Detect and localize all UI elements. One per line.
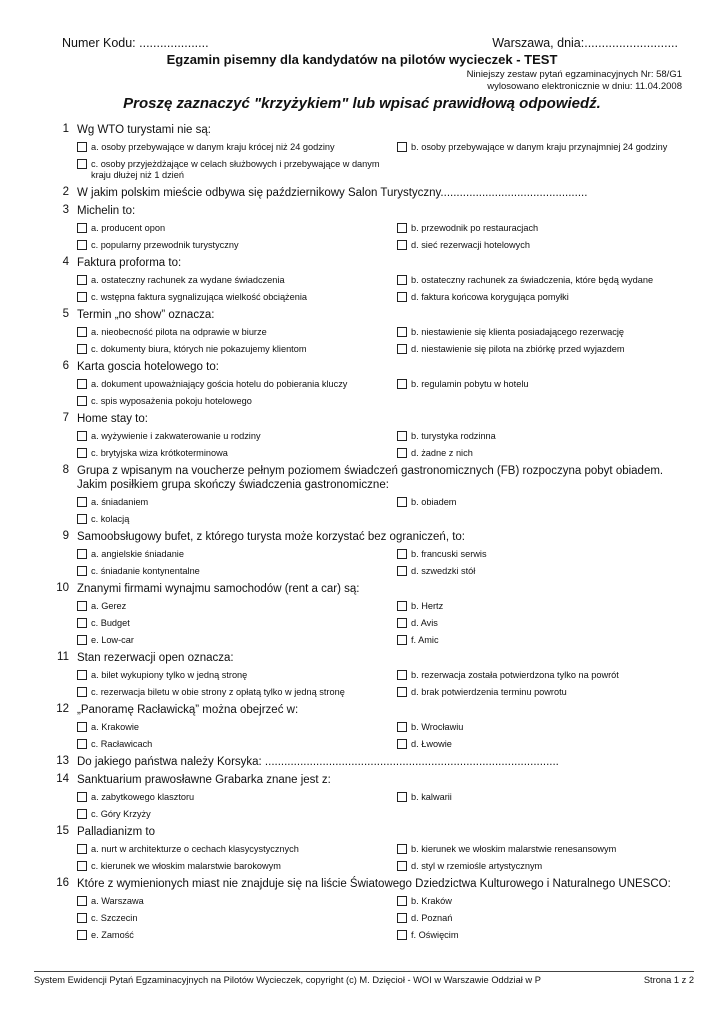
answer-label: a. wyżywienie i zakwaterowanie u rodziny — [91, 431, 261, 441]
answer-option[interactable] — [77, 428, 397, 445]
answer-option[interactable] — [397, 910, 687, 927]
question — [0, 580, 724, 649]
question-number: 10 — [56, 582, 69, 594]
answer-option[interactable] — [397, 139, 687, 156]
answer-option[interactable] — [77, 858, 397, 875]
answer-option[interactable] — [397, 615, 687, 632]
answer-label: f. Amic — [411, 635, 439, 645]
question-text: W jakim polskim mieście odbywa się październikowy Salon Turystyczny.............................................. — [77, 187, 588, 199]
answer-option[interactable] — [77, 736, 397, 753]
answer-label: a. zabytkowego klasztoru — [91, 792, 195, 802]
answer-checkbox[interactable] — [77, 159, 87, 169]
answer-label: a. angielskie śniadanie — [91, 549, 184, 559]
answer-label: d. sieć rezerwacji hotelowych — [411, 240, 530, 250]
answer-option[interactable] — [397, 719, 687, 736]
answer-option[interactable] — [77, 719, 397, 736]
answer-label: b. Hertz — [411, 601, 444, 611]
answer-label: d. szwedzki stół — [411, 566, 476, 576]
answer-checkbox[interactable] — [397, 618, 407, 628]
question — [0, 121, 724, 184]
answer-label: a. osoby przebywające w danym kraju krócej niż 24 godziny — [91, 142, 335, 152]
answer-option[interactable] — [397, 841, 687, 858]
answer-checkbox[interactable] — [397, 292, 407, 302]
answer-option[interactable] — [77, 289, 397, 306]
answer-checkbox[interactable] — [77, 549, 87, 559]
answer-options — [77, 376, 684, 410]
answer-label: d. styl w rzemiośle artystycznym — [411, 861, 543, 871]
answer-checkbox[interactable] — [397, 142, 407, 152]
answer-checkbox[interactable] — [77, 635, 87, 645]
answer-options — [77, 220, 684, 254]
answer-checkbox[interactable] — [77, 497, 87, 507]
answer-label: d. faktura końcowa korygująca pomyłki — [411, 292, 569, 302]
question-number: 6 — [62, 360, 69, 372]
answer-label: b. turystyka rodzinna — [411, 431, 496, 441]
answer-checkbox[interactable] — [77, 861, 87, 871]
question — [0, 254, 724, 306]
answer-label: b. ostateczny rachunek za świadczenia, które będą wydane — [411, 275, 654, 285]
answer-checkbox[interactable] — [77, 844, 87, 854]
question-number: 16 — [56, 877, 69, 889]
question-text: Do jakiego państwa należy Korsyka: ............................................................................................ — [77, 756, 559, 768]
answer-option[interactable] — [397, 428, 687, 445]
answer-options — [77, 324, 684, 358]
answer-option[interactable] — [397, 546, 687, 563]
answer-option[interactable] — [397, 341, 687, 358]
answer-label: c. Racławicach — [91, 739, 153, 749]
answer-label: a. Gerez — [91, 601, 127, 611]
question-text: Faktura proforma to: — [77, 257, 182, 269]
answer-label: b. rezerwacja została potwierdzona tylko na powrót — [411, 670, 619, 680]
question-number: 2 — [62, 186, 69, 198]
answer-option[interactable] — [77, 684, 397, 701]
answer-checkbox[interactable] — [77, 913, 87, 923]
question-text: Stan rezerwacji open oznacza: — [77, 652, 234, 664]
answer-checkbox[interactable] — [397, 344, 407, 354]
answer-option[interactable] — [397, 927, 687, 944]
answer-checkbox[interactable] — [397, 844, 407, 854]
answer-option[interactable] — [397, 220, 687, 237]
answer-checkbox[interactable] — [77, 722, 87, 732]
answer-option[interactable] — [397, 598, 687, 615]
question-number: 9 — [62, 530, 69, 542]
answer-option[interactable] — [77, 667, 397, 684]
question-text: Home stay to: — [77, 413, 148, 425]
answer-option[interactable] — [77, 927, 397, 944]
answer-option[interactable] — [77, 156, 397, 184]
answer-option[interactable] — [397, 684, 687, 701]
answer-checkbox[interactable] — [77, 292, 87, 302]
question-number: 1 — [62, 123, 69, 135]
answer-label: a. nieobecność pilota na odprawie w biurze — [91, 327, 267, 337]
question — [0, 462, 724, 528]
answer-checkbox[interactable] — [77, 327, 87, 337]
answer-label: b. kalwarii — [411, 792, 452, 802]
answer-label: e. Zamość — [91, 930, 134, 940]
question-text: Grupa z wpisanym na voucherze pełnym poziomem świadczeń gastronomicznych (FB) rozpoczyna pobyt obiadem. Jakim posiłkiem grupa skończy świadczenia gastronomiczne: — [77, 465, 664, 491]
code-number-label: Numer Kodu: .................... — [62, 36, 209, 50]
drawn-date: wylosowano elektronicznie w dniu: 11.04.2008 — [487, 81, 682, 92]
answer-option[interactable] — [397, 324, 687, 341]
answer-checkbox[interactable] — [397, 240, 407, 250]
answer-checkbox[interactable] — [77, 223, 87, 233]
answer-checkbox[interactable] — [397, 431, 407, 441]
answer-label: e. Low-car — [91, 635, 134, 645]
question — [0, 649, 724, 701]
answer-option[interactable] — [397, 376, 687, 393]
question-text: Palladianizm to — [77, 826, 155, 838]
answer-option[interactable] — [397, 893, 687, 910]
question-text: Które z wymienionych miast nie znajduje się na liście Światowego Dziedzictwa Kulturowego i Naturalnego UNESCO: — [77, 878, 671, 890]
answer-option[interactable] — [397, 789, 687, 806]
answer-checkbox[interactable] — [77, 687, 87, 697]
answer-label: c. osoby przyjeżdżające w celach służbowych i przebywające w danym kraju dłużej niż 1 dzień — [91, 159, 380, 180]
answer-label: b. francuski serwis — [411, 549, 487, 559]
answer-option[interactable] — [397, 563, 687, 580]
answer-label: a. śniadaniem — [91, 497, 149, 507]
answer-checkbox[interactable] — [397, 379, 407, 389]
answer-checkbox[interactable] — [397, 930, 407, 940]
answer-option[interactable] — [77, 341, 397, 358]
answer-checkbox[interactable] — [77, 379, 87, 389]
answer-checkbox[interactable] — [77, 514, 87, 524]
question-number: 14 — [56, 773, 69, 785]
answer-label: b. kierunek we włoskim malarstwie renesansowym — [411, 844, 617, 854]
answer-label: d. Łwowie — [411, 739, 452, 749]
answer-label: a. Krakowie — [91, 722, 140, 732]
answer-option[interactable] — [397, 736, 687, 753]
answer-checkbox[interactable] — [397, 635, 407, 645]
answer-checkbox[interactable] — [77, 896, 87, 906]
answer-option[interactable] — [397, 858, 687, 875]
set-info — [467, 69, 682, 93]
answer-label: a. dokument upoważniający gościa hotelu do pobierania kluczy — [91, 379, 348, 389]
answer-label: c. kolacją — [91, 514, 130, 524]
question-number: 5 — [62, 308, 69, 320]
question-text: Michelin to: — [77, 205, 136, 217]
footer-divider — [34, 971, 694, 972]
answer-options — [77, 893, 684, 944]
answer-label: b. osoby przebywające w danym kraju przynajmniej 24 godziny — [411, 142, 668, 152]
answer-label: f. Oświęcim — [411, 930, 459, 940]
answer-option[interactable] — [77, 789, 397, 806]
answer-label: c. popularny przewodnik turystyczny — [91, 240, 239, 250]
answer-label: c. kierunek we włoskim malarstwie barokowym — [91, 861, 281, 871]
answer-checkbox[interactable] — [397, 792, 407, 802]
question-number: 11 — [57, 651, 69, 663]
answer-label: d. żadne z nich — [411, 448, 473, 458]
answer-option[interactable] — [77, 546, 397, 563]
answer-label: c. wstępna faktura sygnalizująca wielkość obciążenia — [91, 292, 308, 302]
question-text: Sanktuarium prawosławne Grabarka znane jest z: — [77, 774, 331, 786]
answer-checkbox[interactable] — [77, 809, 87, 819]
answer-option[interactable] — [77, 910, 397, 927]
answer-label: c. Szczecin — [91, 913, 138, 923]
answer-label: d. Poznań — [411, 913, 453, 923]
question-text: Termin „no show” oznacza: — [77, 309, 215, 321]
answer-label: b. niestawienie się klienta posiadającego rezerwację — [411, 327, 624, 337]
answer-label: a. bilet wykupiony tylko w jedną stronę — [91, 670, 248, 680]
answer-checkbox[interactable] — [397, 223, 407, 233]
answer-checkbox[interactable] — [397, 566, 407, 576]
answer-options — [77, 598, 684, 649]
answer-checkbox[interactable] — [77, 601, 87, 611]
answer-checkbox[interactable] — [397, 913, 407, 923]
answer-checkbox[interactable] — [77, 566, 87, 576]
answer-checkbox[interactable] — [397, 687, 407, 697]
answer-options — [77, 272, 684, 306]
answer-option[interactable] — [77, 324, 397, 341]
footer-copyright: System Ewidencji Pytań Egzaminacyjnych na Pilotów Wycieczek, copyright (c) M. Dzięcioł - WOI w Warszawie Oddział w P — [34, 975, 541, 985]
question — [0, 410, 724, 462]
answer-label: a. ostateczny rachunek za wydane świadczenia — [91, 275, 285, 285]
question-number: 4 — [62, 256, 69, 268]
answer-options — [77, 546, 684, 580]
answer-option[interactable] — [77, 272, 397, 289]
question — [0, 358, 724, 410]
answer-options — [77, 428, 684, 462]
answer-checkbox[interactable] — [397, 722, 407, 732]
question — [0, 701, 724, 753]
question-list — [0, 121, 724, 944]
answer-checkbox[interactable] — [77, 670, 87, 680]
question-text: Karta goscia hotelowego to: — [77, 361, 219, 373]
question-number: 8 — [62, 464, 69, 476]
answer-checkbox[interactable] — [77, 930, 87, 940]
answer-label: c. Budget — [91, 618, 130, 628]
answer-label: b. przewodnik po restauracjach — [411, 223, 539, 233]
answer-checkbox[interactable] — [397, 448, 407, 458]
answer-checkbox[interactable] — [77, 142, 87, 152]
answer-options — [77, 841, 684, 875]
answer-label: c. Góry Krzyży — [91, 809, 151, 819]
answer-option[interactable] — [77, 841, 397, 858]
answer-checkbox[interactable] — [397, 861, 407, 871]
answer-label: d. brak potwierdzenia terminu powrotu — [411, 687, 567, 697]
answer-option[interactable] — [397, 445, 687, 462]
question-number: 15 — [56, 825, 69, 837]
question-text: Samoobsługowy bufet, z którego turysta może korzystać bez ograniczeń, to: — [77, 531, 465, 543]
answer-label: a. Warszawa — [91, 896, 144, 906]
answer-checkbox[interactable] — [77, 739, 87, 749]
question-number: 7 — [62, 412, 69, 424]
answer-checkbox[interactable] — [77, 792, 87, 802]
answer-label: d. niestawienie się pilota na zbiórkę przed wyjazdem — [411, 344, 625, 354]
question — [0, 202, 724, 254]
answer-option[interactable] — [77, 563, 397, 580]
answer-option[interactable] — [77, 237, 397, 254]
answer-label: b. obiadem — [411, 497, 457, 507]
answer-label: b. regulamin pobytu w hotelu — [411, 379, 529, 389]
question-number: 3 — [62, 204, 69, 216]
answer-label: c. brytyjska wiza krótkoterminowa — [91, 448, 228, 458]
answer-checkbox[interactable] — [77, 344, 87, 354]
answer-option[interactable] — [397, 272, 687, 289]
answer-options — [77, 789, 684, 823]
answer-options — [77, 667, 684, 701]
answer-option[interactable] — [77, 445, 397, 462]
answer-label: a. nurt w architekturze o cechach klasycystycznych — [91, 844, 299, 854]
answer-label: b. Wrocławiu — [411, 722, 464, 732]
answer-options — [77, 494, 684, 528]
answer-option[interactable] — [77, 139, 397, 156]
set-number: Niniejszy zestaw pytań egzaminacyjnych Nr: 58/G1 — [466, 69, 682, 80]
answer-checkbox[interactable] — [77, 618, 87, 628]
question — [0, 306, 724, 358]
answer-checkbox[interactable] — [397, 670, 407, 680]
answer-checkbox[interactable] — [77, 448, 87, 458]
answer-option[interactable] — [397, 289, 687, 306]
answer-checkbox[interactable] — [397, 497, 407, 507]
answer-label: c. rezerwacja biletu w obie strony z opłatą tylko w jedną stronę — [91, 687, 345, 697]
answer-checkbox[interactable] — [77, 431, 87, 441]
answer-option[interactable] — [77, 393, 397, 410]
answer-checkbox[interactable] — [397, 275, 407, 285]
answer-label: c. śniadanie kontynentalne — [91, 566, 200, 576]
question — [0, 823, 724, 875]
question — [0, 528, 724, 580]
answer-checkbox[interactable] — [77, 275, 87, 285]
answer-label: c. dokumenty biura, których nie pokazujemy klientom — [91, 344, 307, 354]
answer-option[interactable] — [77, 893, 397, 910]
answer-option[interactable] — [397, 667, 687, 684]
page-number: Strona 1 z 2 — [643, 975, 694, 985]
question-text: Znanymi firmami wynajmu samochodów (rent a car) są: — [77, 583, 360, 595]
question — [0, 771, 724, 823]
answer-label: b. Kraków — [411, 896, 452, 906]
answer-option[interactable] — [77, 494, 397, 511]
answer-option[interactable] — [77, 632, 397, 649]
question — [0, 875, 724, 944]
answer-option[interactable] — [77, 806, 397, 823]
answer-checkbox[interactable] — [397, 327, 407, 337]
instruction: Proszę zaznaczyć "krzyżykiem" lub wpisać prawidłową odpowiedź. — [123, 95, 601, 112]
answer-options — [77, 719, 684, 753]
answer-option[interactable] — [397, 237, 687, 254]
question-text: Wg WTO turystami nie są: — [77, 124, 211, 136]
question-text: „Panoramę Racławicką” można obejrzeć w: — [77, 704, 299, 716]
answer-label: a. producent opon — [91, 223, 166, 233]
answer-options — [77, 139, 684, 184]
answer-checkbox[interactable] — [397, 896, 407, 906]
answer-option[interactable] — [77, 511, 397, 528]
answer-checkbox[interactable] — [77, 240, 87, 250]
question — [0, 184, 724, 202]
answer-option[interactable] — [77, 598, 397, 615]
answer-checkbox[interactable] — [397, 601, 407, 611]
answer-checkbox[interactable] — [77, 396, 87, 406]
question — [0, 753, 724, 771]
answer-label: c. spis wyposażenia pokoju hotelowego — [91, 396, 252, 406]
answer-checkbox[interactable] — [397, 739, 407, 749]
answer-option[interactable] — [397, 494, 687, 511]
answer-label: d. Avis — [411, 618, 438, 628]
answer-option[interactable] — [77, 376, 397, 393]
answer-option[interactable] — [77, 220, 397, 237]
date-label: Warszawa, dnia:........................... — [492, 36, 678, 50]
answer-option[interactable] — [77, 615, 397, 632]
question-number: 12 — [56, 703, 69, 715]
answer-checkbox[interactable] — [397, 549, 407, 559]
question-number: 13 — [56, 755, 69, 767]
exam-title: Egzamin pisemny dla kandydatów na pilotów wycieczek - TEST — [166, 52, 558, 67]
answer-option[interactable] — [397, 632, 687, 649]
